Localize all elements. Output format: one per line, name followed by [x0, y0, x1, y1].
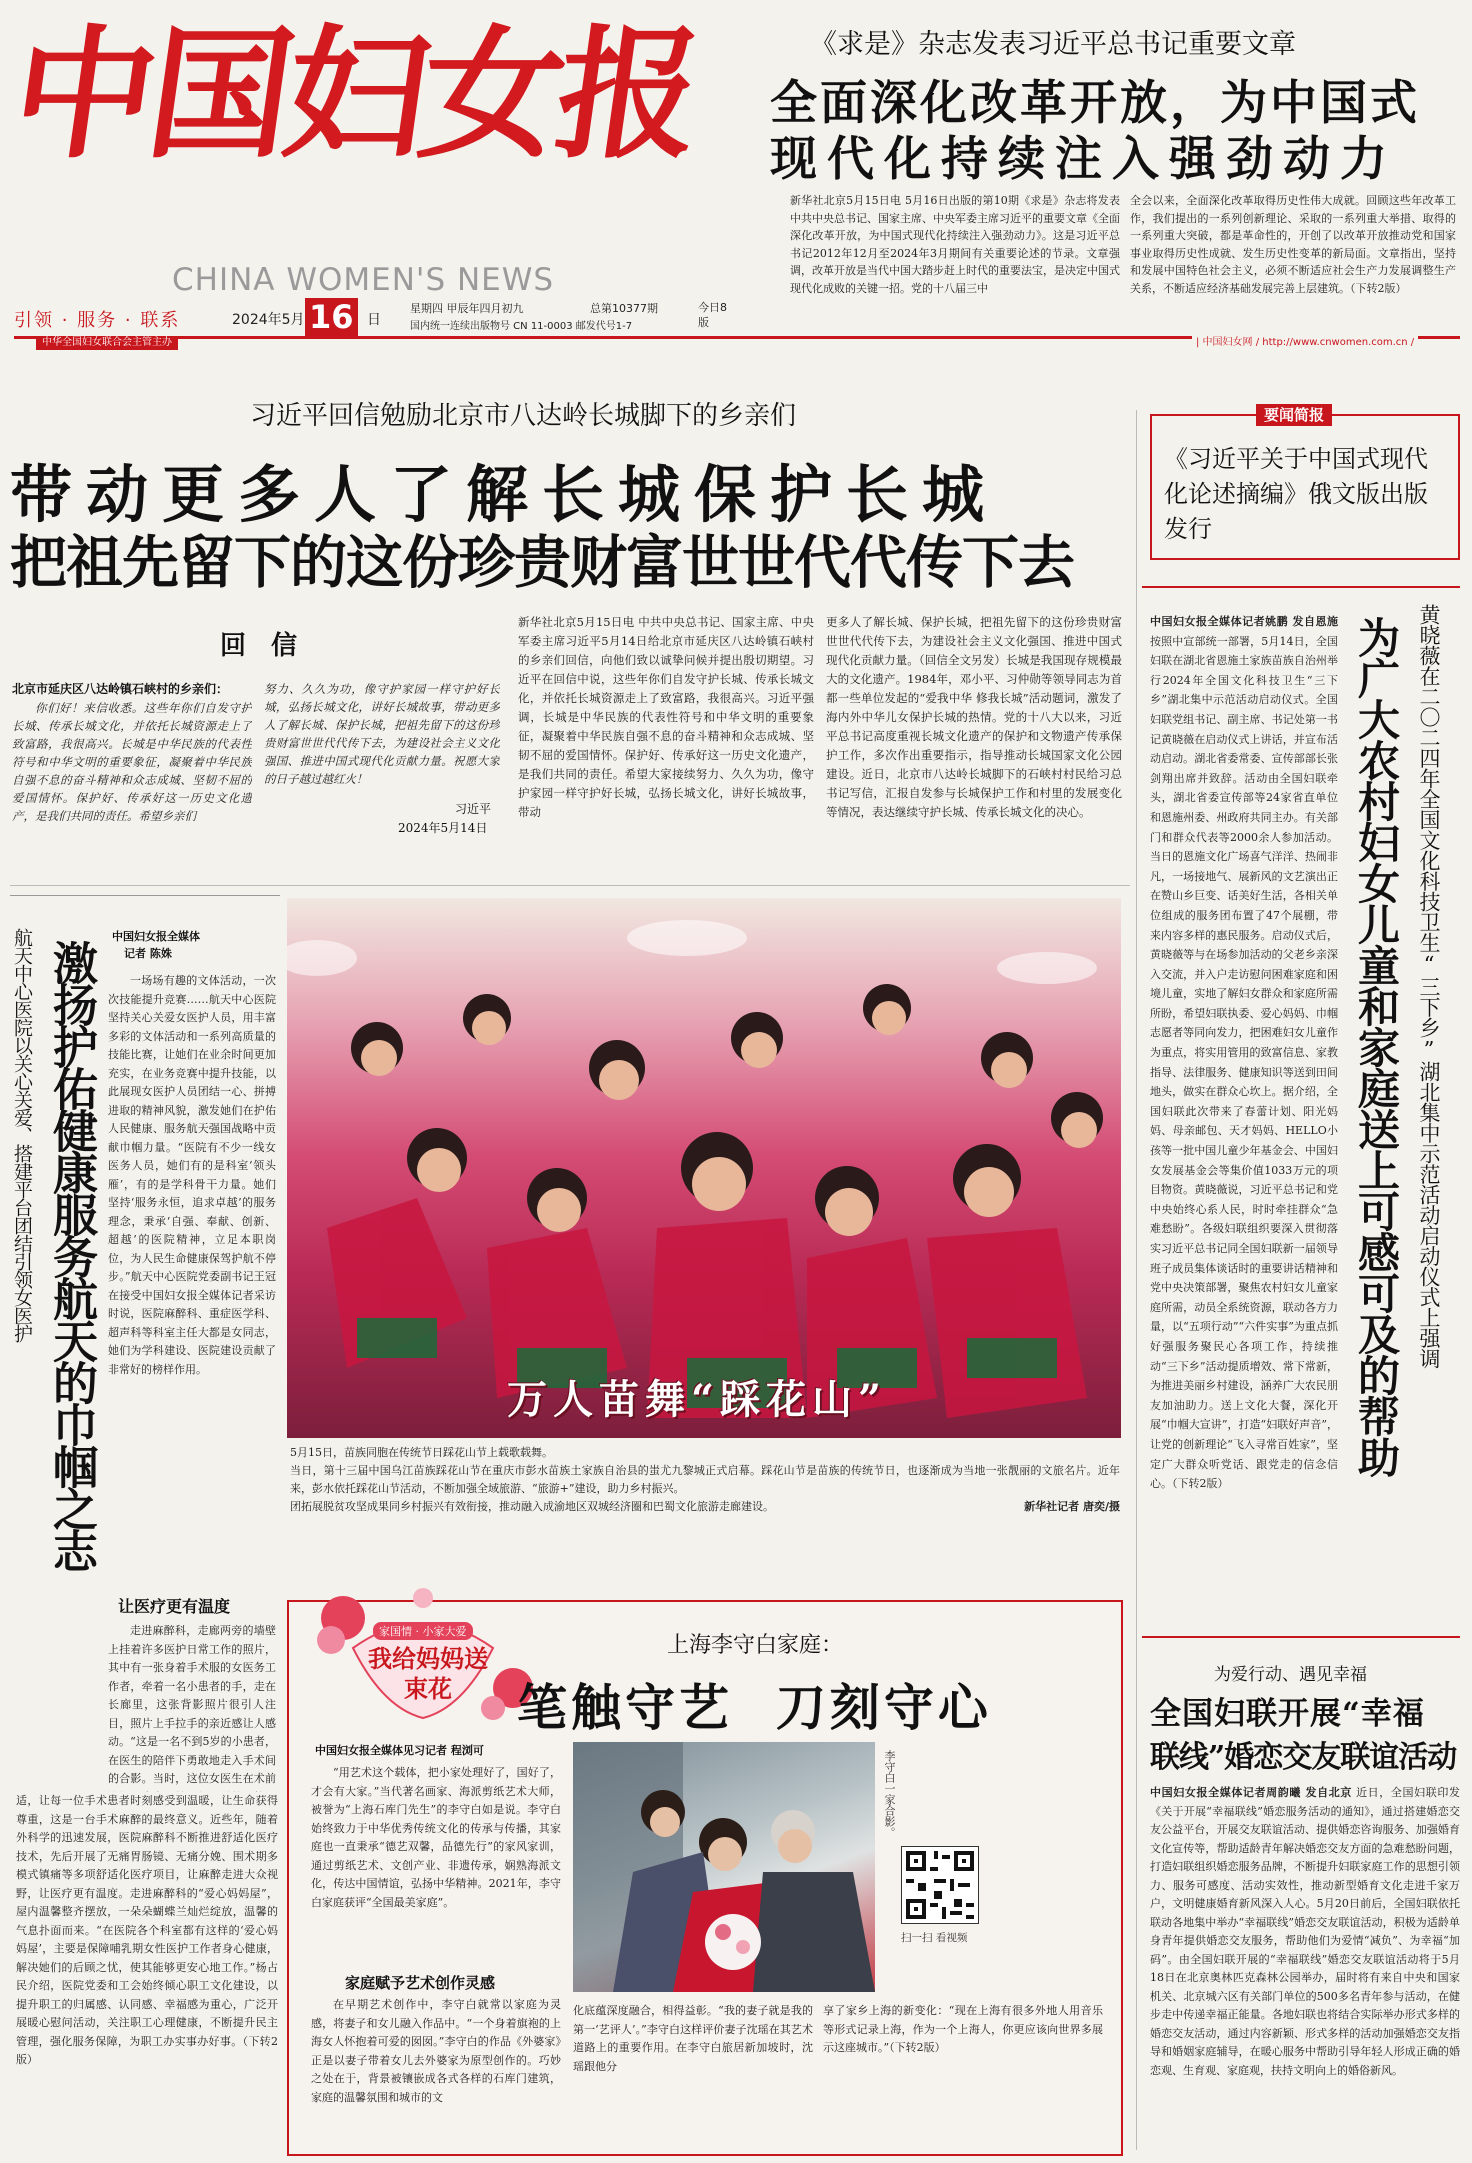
masthead-sponsor: 中华全国妇女联合会主管主办: [36, 336, 178, 350]
left-feature-body-1: 一场场有趣的文体活动，一次次技能提升竞赛……航天中心医院坚持关心关爱女医护人员，用丰富多彩的文体活动和一系列高质量的技能比赛，让她们在业余时间更加充实，在业务竞赛中提升技能，以此展现女医护人员团结一心、拼搏进取的精神风貌，激发她们在护佑人民健康、服务航天强国战略中贡献巾帼力量。“医院有不少一线女医务人员，她们有的是科室‘领头雁’，有的是学科骨干力量。她们坚持‘服务永恒，追求卓越’的服务理念，秉承‘自强、奉献、创新、超越’的医院精神，立足本职岗位，为人民生命健康保驾护航不停步。”航天中心医院党委副书记王冠在接受中国妇女报全媒体记者采访时说，医院麻醉科、重症医学科、超声科等科室主任大都是女同志，她们为学科建设、医院建设贡献了非常好的榜样作用。: [108, 974, 276, 1376]
digest-box: [1150, 406, 1460, 560]
mothers-day-badge: [313, 1578, 533, 1728]
great-wall-news-2: 更多人了解长城、保护长城，把祖先留下的这份珍贵财富世世代代传下去，为建设社会主义文化强国、推进中国式现代化贡献力量。（回信全文另发）长城是我国现存规模最大的文化遗产。1984年，邓小平、习仲勋等领导同志为首都一些单位发起的“爱我中华 修我长城”活动题词，激发了海内外中华儿女保护长城的热情。党的十八大以来，习近平总书记高度重视长城文化遗产的保护和文物遗产传承保护工作，多次作出重要指示，指导推动长城国家文化公园建设。近日，北京市八达岭长城脚下的石峡村村民给习总书记写信，汇报自发参与长城保护工作和村里的发展变化等情况，表达继续守护长城、传承长城文化的决心。: [826, 615, 1122, 819]
dancers-illustration: [287, 898, 1121, 1438]
bottom-right-byline: 中国妇女报全媒体记者周韵曦 发自北京: [1150, 1786, 1352, 1799]
right-feature-subhead: 黄晓薇在二〇二四年全国文化科技卫生“三下乡”湖北集中示范活动启动仪式上强调: [1417, 604, 1441, 1369]
great-wall-section: [10, 395, 1125, 855]
letter-date: 2024年5月14日: [398, 821, 488, 835]
digest-text: 《习近平关于中国式现代化论述摘编》俄文版出版发行: [1164, 445, 1428, 543]
badge-main: 我给妈妈送束花: [368, 1644, 488, 1703]
qiushi-headline-1: 全面深化改革开放，为中国式: [770, 76, 1420, 131]
mothers-day-headline: 笔触守艺 刀刻守心: [517, 1678, 992, 1737]
masthead-title: 中国妇女报: [2, 12, 706, 178]
letter-body-2: 努力、久久为功，像守护家园一样守护好长城，弘扬长城文化，讲好长城故事，带动更多人了解长城、保护长城，把祖先留下的这份珍贵财富世世代代传下去，为建设社会主义文化强国、推进中国式现代化贡献力量。祝愿大家的日子越过越红火！: [264, 682, 500, 786]
photo-caption-2: 当日，第十三届中国乌江苗族踩花山节在重庆市彭水苗族土家族自治县的蚩尤九黎城正式启幕。踩花山节是苗族的传统节日，也逐渐成为当地一张靓丽的文旅名片。近年来，彭水依托踩花山节活动，不断加强全域旅游、“旅游+”建设，助力乡村振兴。: [290, 1464, 1120, 1495]
letter-body-1: 你们好！来信收悉。这些年你们自发守护长城、传承长城文化，并依托长城资源走上了致富路，我很高兴。长城是中华民族的代表性符号和中华文明的重要象征，凝聚着中华民族自强不息的奋斗精神和众志成城、坚韧不屈的爱国情怀。保护好、传承好这一历史文化遗产，是我们共同的责任。希望乡亲们: [12, 701, 252, 823]
left-feature-body-2-tail: 适，让每一位手术患者时刻感受到温暖，让生命获得尊重，这是一台手术麻醉的最终意义。近些年，随着外科学的迅速发展，医院麻醉科不断推进舒适化医疗技术，先后开展了无痛胃肠镜、无痛分娩、围术期多模式镇痛等多项舒适化医疗项目，让麻醉走进大众视野，让医疗更有温度。走进麻醉科的“爱心妈妈屋”，屋内温馨整齐摆放，一朵朵蝴蝶兰灿烂绽放，温馨的气息扑面而来。“在医院各个科室都有这样的‘爱心妈妈屋’，主要是保障哺乳期女性医护工作者身心健康，解决她们的后顾之忧，使其能够更安心地工作。”杨占民介绍，医院党委和工会始终倾心职工文化建设，以提升职工的归属感、认同感、幸福感为重心，广泛开展暖心慰问活动，关注职工心理健康，不断提升民主管理，强化服务保障，为职工办实事办好事。（下转2版）: [16, 1794, 278, 2066]
masthead-english: CHINA WOMEN'S NEWS: [172, 262, 555, 298]
masthead-website: | 中国妇女网 / http://www.cnwomen.com.cn /: [1192, 336, 1418, 350]
left-feature-body-2-continued: [16, 1792, 278, 2152]
bottom-right-story: [1150, 1660, 1460, 2155]
qiushi-headline-2: 现代化持续注入强劲动力: [770, 132, 1397, 187]
bottom-right-text: 近日，全国妇联印发《关于开展“幸福联线”婚恋服务活动的通知》，通过搭建婚恋交友公益平台，开展交友联谊活动、提供婚恋咨询服务、加强婚育文化宣传等，帮助适龄青年解决婚恋交友方面的急难愁盼问题，打造妇联组织婚恋服务品牌，不断提升妇联家庭工作的思想引领力、服务可感度、活动实效性，推动新型婚育文化走进千家万户，文明健康婚育新风深入人心。5月20日前后，全国妇联依托联动各地集中举办“幸福联线”婚恋交友联谊活动，积极为适龄单身青年提供婚恋交友服务，帮助他们为爱情“减负”、为幸福“加码”。由全国妇联开展的“幸福联线”婚恋交友联谊活动将于5月18日在北京奥林匹克森林公园举办，届时将有来自中央和国家机关、北京城六区有关部门单位的500多名青年参与活动，在健步走中传递幸福正能量。各地妇联也将结合实际举办形式多样的婚恋交友活动，通过内容新颖、形式多样的活动加强婚恋交友指导和婚姻家庭辅导，在暖心服务中帮助引导年轻人形成正确的婚恋观、生育观、家庭观，扶持文明向上的婚俗新风。: [1150, 1786, 1460, 2077]
digest-label: 要闻简报: [1256, 404, 1332, 426]
letter-greeting: 北京市延庆区八达岭镇石峡村的乡亲们：: [12, 682, 229, 696]
right-feature-text: 按照中宣部统一部署，5月14日，全国妇联在湖北省恩施土家族苗族自治州举行2024年全国文化科技卫生“三下乡”湖北集中示范活动启动仪式。全国妇联党组书记、副主席、书记处第一书记黄晓薇在启动仪式上讲话，并宣布活动启动。湖北省委常委、宣传部部长张剑翔出席并致辞。活动由全国妇联牵头，湖北省委宣传部等24家省直单位和恩施州委、州政府共同主办。有关部门和群众代表等2000余人参加活动。当日的恩施文化广场喜气洋洋、热闹非凡，一场接地气、展新风的文艺演出正在赞山乡巨变、话美好生活，各相关单位组成的服务团布置了47个展棚，带来内容多样的惠民服务。启动仪式后，黄晓薇等与在场参加活动的父老乡亲深入交流，并入户走访慰问困难家庭和困境儿童，实地了解妇女群众和家庭所需所盼，希望妇联执委、爱心妈妈、巾帼志愿者等同向发力，把困难妇女儿童作为重点，将实用管用的致富信息、家教指导、法律服务、健康知识等送到田间地头，做实在群众心坎上。据介绍，全国妇联此次带来了春蕾计划、阳光妈妈、母亲邮包、天才妈妈、HELLO小孩等一批中国儿童少年基金会、中国妇女发展基金会等集价值1033万元的项目物资。黄晓薇说，习近平总书记和党中央始终心系人民，时时牵挂群众“急难愁盼”。各级妇联组织要深入贯彻落实习近平总书记同全国妇联新一届领导班子成员集体谈话时的重要讲话精神和党中央决策部署，聚焦农村妇女儿童家庭所需，动员全系统资源，联动各方力量，以“五项行动”“六件实事”为重点抓好强服务聚民心各项工作，持续推动“三下乡”活动提质增效、常下常新，为推进美丽乡村建设，涵养广大农民朋友加油助力。送上文化大餐，深化开展“巾帼大宣讲”，打造“妇联好声音”，让党的创新理论“飞入寻常百姓家”，坚定广大群众听党话、跟党走的信念信心。（下转2版）: [1150, 634, 1338, 1491]
family-photo: [573, 1742, 875, 1992]
miao-dance-photo: [287, 898, 1121, 1438]
left-feature: [8, 900, 278, 2155]
right-feature-body: [1150, 612, 1338, 1602]
great-wall-kicker: 习近平回信勉励北京市八达岭长城脚下的乡亲们: [250, 401, 797, 431]
left-feature-body-2: 走进麻醉科，走廊两旁的墙壁上挂着许多医护日常工作的照片，其中有一张身着手术服的女医务工作者，牵着一名小患者的手，走在长廊里，这张背影照片很引人注目，照片上手拉手的亲近感让人感动。“这是一名不到5岁的小患者，在医生的陪伴下勇敢地走入手术间的合影。当时，这位女医生在术前: [108, 1624, 276, 1785]
bottom-right-body: [1150, 1784, 1460, 2152]
bottom-right-headline-1: 全国妇联开展“幸福: [1150, 1696, 1425, 1732]
qiushi-body-left: 新华社北京5月15日电 5月16日出版的第10期《求是》杂志将发表中共中央总书记、国家主席、中央军委主席习近平的重要文章《全面深化改革开放，为中国式现代化持续注入强劲动力》。这是习近平总书记2012年12月至2024年3月期间有关重要论述的节录。文章强调，改革开放是当代中国大踏步赶上时代的重要法宝，是决定中国式现代化成败的关键一招。党的十八届三中: [790, 194, 1120, 295]
mothers-day-body-1: “用艺术这个载体，把小家处理好了，国好了，才会有大家。”当代著名画家、海派剪纸艺术大师，被誉为“上海石库门先生”的李守白如是说。李守白始终致力于中华优秀传统文化的传承与传播，其家庭也一直秉承“德艺双馨，品德先行”的家风家训，通过剪纸艺术、文创产业、非遗传承，娴熟海派文化，传达中国情谊，弘扬中华精神。2021年，李守白家庭获评“全国最美家庭”。: [311, 1766, 561, 1909]
mothers-day-body-4: 享了家乡上海的新变化：“现在上海有很多外地人用音乐等形式记录上海，作为一个上海人，你更应该向世界多展示这座城市。”（下转2版）: [823, 2004, 1103, 2054]
mothers-day-section-title: 家庭赋予艺术创作灵感: [345, 1974, 496, 1992]
right-feature-byline: 中国妇女报全媒体记者姚鹏 发自恩施: [1150, 615, 1338, 628]
left-feature-byline-2: 记者 陈姝: [124, 947, 172, 960]
qr-code[interactable]: [901, 1846, 979, 1924]
left-feature-section-title: 让医疗更有温度: [118, 1597, 231, 1616]
masthead-year-month: 2024年5月: [232, 312, 305, 328]
bottom-right-kicker: 为爱行动、遇见幸福: [1214, 1665, 1367, 1685]
right-feature-headline: 为广大农村妇女儿童和家庭送上可感可及的帮助: [1352, 616, 1401, 1477]
masthead-day-suffix: 日: [367, 312, 381, 328]
great-wall-headline-2: 把祖先留下的这份珍贵财富世世代代传下去: [10, 529, 1074, 596]
photo-caption-1: 5月15日，苗族同胞在传统节日踩花山节上载歌载舞。: [290, 1446, 553, 1459]
masthead-day: 16: [305, 298, 358, 336]
great-wall-news-1: 新华社北京5月15日电 中共中央总书记、国家主席、中央军委主席习近平5月14日给北京市延庆区八达岭镇石峡村的乡亲们回信，向他们致以诚挚问候并提出殷切期望。习近平在回信中说，这些年你们自发守护长城、传承长城文化，并依托长城资源走上了致富路，我很高兴。习近平强调，长城是中华民族的代表性符号和中华文明的重要象征，凝聚着中华民族自强不息的奋斗精神和众志成城、坚韧不屈的爱国情怀。保护好、传承好这一历史文化遗产，是我们共同的责任。希望大家接续努力、久久为功，像守护家园一样守护好长城，弘扬长城文化，讲好长城故事，带动: [518, 615, 814, 819]
left-feature-subhead: 航天中心医院以关心关爱、搭建平台团结引领女医护: [11, 928, 33, 1342]
family-illustration: [573, 1742, 875, 1992]
letter-sign: 习近平: [455, 802, 492, 816]
mothers-day-kicker: 上海李守白家庭：: [667, 1633, 844, 1658]
letter-title: 回 信: [220, 631, 306, 661]
masthead-pages: 今日8版: [698, 301, 727, 329]
qr-code-icon: [902, 1847, 978, 1923]
bottom-right-headline-2: 联线”婚恋交友联谊活动: [1150, 1740, 1457, 1775]
mothers-day-box: [287, 1600, 1123, 2156]
photo-caption-3: 团拓展脱贫攻坚成果同乡村振兴有效衔接，推动融入成渝地区双城经济圈和巴蜀文化旅游走廊建设。: [290, 1500, 774, 1513]
great-wall-headline-1: 带动更多人了解长城保护长城: [10, 458, 999, 531]
right-feature: [1150, 600, 1460, 1610]
family-photo-caption: 李守白一家合影。: [883, 1750, 896, 1838]
mothers-day-body-3: 化底蕴深度融合，相得益彰。“我的妻子就是我的第一‘艺评人’。”李守白这样评价妻子沈瑶在其艺术道路上的重要作用。在李守白旅居新加坡时，沈瑶跟他分: [573, 2004, 813, 2073]
photo-credit: 新华社记者 唐奕/摄: [1024, 1500, 1120, 1513]
masthead-issue: 总第10377期: [590, 302, 658, 315]
qiushi-body-right: 全会以来，全面深化改革取得历史性伟大成就。回顾这些年改革工作，我们提出的一系列创新理论、采取的一系列重大举措、取得的一系列重大突破，都是革命性的，开创了以改革开放推动党和国家事业取得历史性成就、发生历史性变革的新局面。文章指出，坚持和发展中国特色社会主义，必须不断适应社会生产力发展调整生产关系，不断适应经济基础发展完善上层建筑。（下转2版）: [1130, 194, 1456, 295]
masthead-cn-code: 国内统一连续出版物号 CN 11-0003 邮发代号1-7: [410, 321, 633, 332]
mothers-day-body-2: 在早期艺术创作中，李守白就常以家庭为灵感，将妻子和女儿融入作品中。“一个身着旗袍的上海女人怀抱着可爱的囡囡。”李守白的作品《外婆家》正是以妻子带着女儿去外婆家为原型创作的。巧妙之处在于，背景被镶嵌成各式各样的石库门建筑，家庭的温馨氛围和城市的文: [311, 1998, 561, 2104]
photo-caption-title: 万人苗舞“踩花山”: [507, 1376, 888, 1423]
lead-qiushi: [770, 22, 1460, 334]
badge-top: 家国情 · 小家大爱: [373, 1622, 473, 1640]
qiushi-kicker: 《求是》杂志发表习近平总书记重要文章: [810, 29, 1296, 60]
qr-caption: 扫一扫 看视频: [901, 1932, 968, 1944]
masthead-weekday: 星期四 甲辰年四月初九: [410, 302, 524, 315]
left-feature-headline: 激扬护佑健康服务航天的巾帼之志: [45, 940, 98, 1570]
photo-caption: [290, 1444, 1120, 1516]
mothers-day-byline: 中国妇女报全媒体见习记者 程浏可: [315, 1744, 484, 1757]
masthead-motto: 引领 · 服务 · 联系: [14, 310, 181, 331]
left-feature-byline-1: 中国妇女报全媒体: [112, 930, 200, 943]
